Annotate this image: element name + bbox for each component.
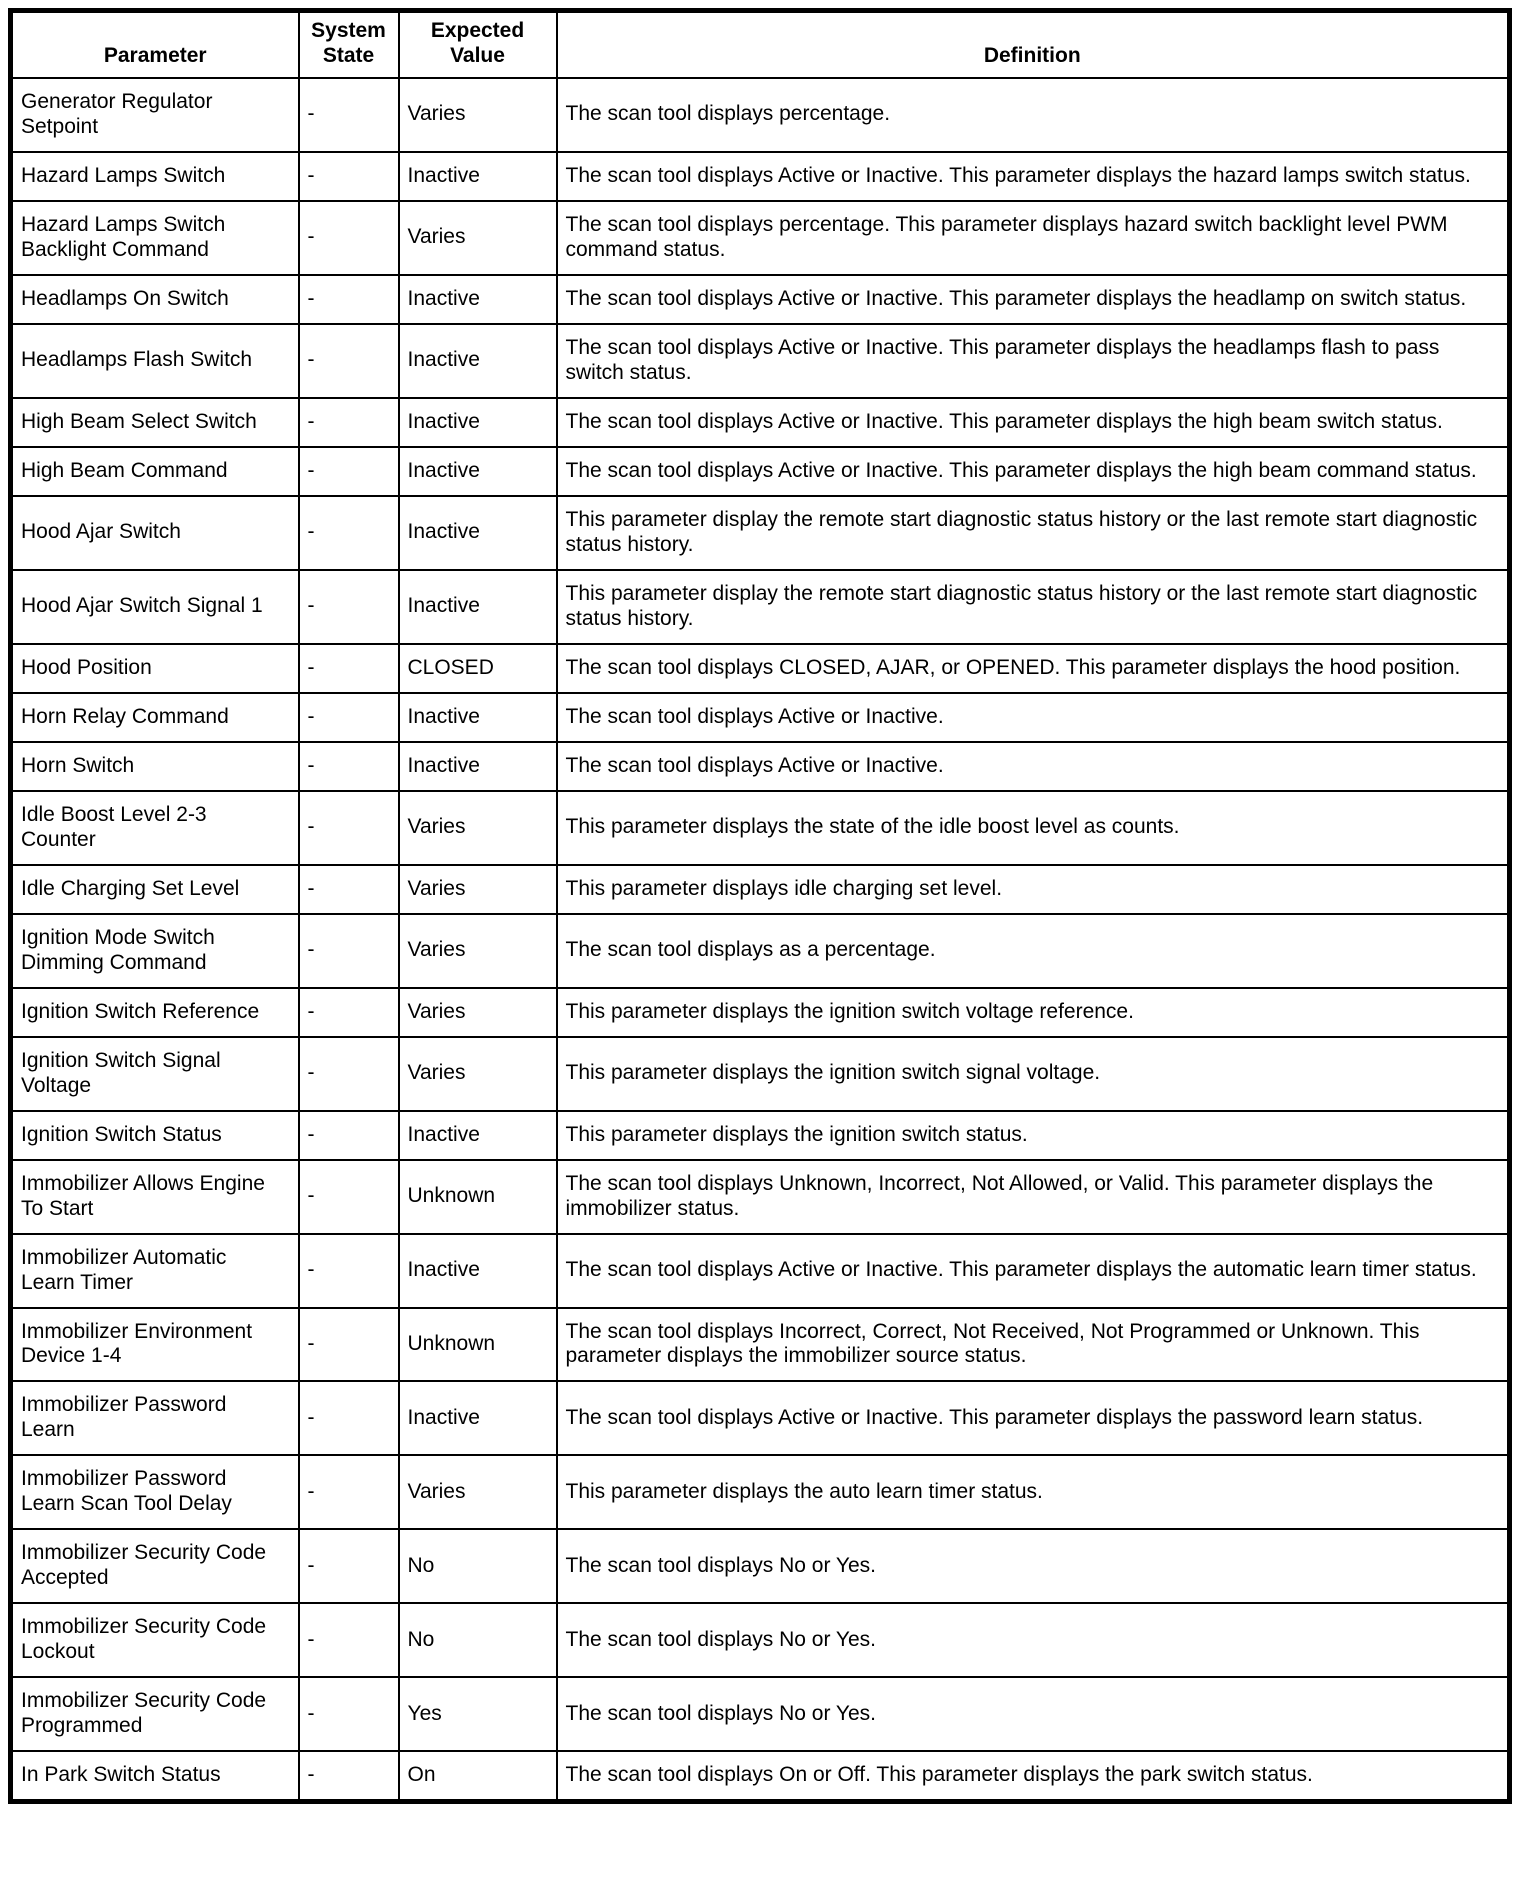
parameter-cell: Hood Ajar Switch — [11, 496, 299, 570]
expected-value-cell: Varies — [399, 1037, 557, 1111]
parameter-cell: Idle Boost Level 2-3 Counter — [11, 791, 299, 865]
parameter-cell: Immobilizer Security Code Programmed — [11, 1677, 299, 1751]
system-state-cell: - — [299, 988, 399, 1037]
system-state-cell: - — [299, 275, 399, 324]
table-header-row — [11, 11, 1510, 78]
table-row — [11, 1751, 1510, 1801]
system-state-cell: - — [299, 1111, 399, 1160]
definition-cell: The scan tool displays No or Yes. — [557, 1677, 1510, 1751]
parameter-cell: Hazard Lamps Switch Backlight Command — [11, 201, 299, 275]
system-state-cell: - — [299, 1234, 399, 1308]
expected-value-cell: Inactive — [399, 693, 557, 742]
parameter-cell: Immobilizer Security Code Accepted — [11, 1529, 299, 1603]
definition-cell: The scan tool displays Active or Inactive. — [557, 742, 1510, 791]
expected-value-cell: Yes — [399, 1677, 557, 1751]
system-state-cell: - — [299, 447, 399, 496]
table-row — [11, 914, 1510, 988]
definition-cell: The scan tool displays Active or Inactive. This parameter displays the automatic learn timer status. — [557, 1234, 1510, 1308]
expected-value-cell: Inactive — [399, 570, 557, 644]
parameter-cell: Immobilizer Security Code Lockout — [11, 1603, 299, 1677]
parameter-cell: In Park Switch Status — [11, 1751, 299, 1801]
expected-value-cell: No — [399, 1529, 557, 1603]
system-state-cell: - — [299, 152, 399, 201]
table-row — [11, 644, 1510, 693]
expected-value-cell: No — [399, 1603, 557, 1677]
table-row — [11, 152, 1510, 201]
table-row — [11, 398, 1510, 447]
expected-value-cell: Inactive — [399, 496, 557, 570]
table-row — [11, 324, 1510, 398]
parameter-cell: Generator Regulator Setpoint — [11, 78, 299, 152]
parameter-cell: Ignition Switch Reference — [11, 988, 299, 1037]
definition-cell: The scan tool displays No or Yes. — [557, 1529, 1510, 1603]
table-row — [11, 1160, 1510, 1234]
definition-cell: This parameter displays idle charging set level. — [557, 865, 1510, 914]
system-state-cell: - — [299, 78, 399, 152]
table-row — [11, 1455, 1510, 1529]
parameter-cell: Hood Ajar Switch Signal 1 — [11, 570, 299, 644]
system-state-cell: - — [299, 1037, 399, 1111]
table-row — [11, 742, 1510, 791]
definition-cell: This parameter displays the ignition switch status. — [557, 1111, 1510, 1160]
table-row — [11, 570, 1510, 644]
system-state-cell: - — [299, 1603, 399, 1677]
expected-value-cell: Varies — [399, 988, 557, 1037]
expected-value-cell: Varies — [399, 865, 557, 914]
system-state-cell: - — [299, 791, 399, 865]
table-row — [11, 988, 1510, 1037]
parameter-cell: Horn Relay Command — [11, 693, 299, 742]
table-row — [11, 201, 1510, 275]
system-state-cell: - — [299, 644, 399, 693]
definition-cell: The scan tool displays as a percentage. — [557, 914, 1510, 988]
parameter-cell: High Beam Command — [11, 447, 299, 496]
parameter-cell: Hazard Lamps Switch — [11, 152, 299, 201]
expected-value-cell: Inactive — [399, 152, 557, 201]
table-row — [11, 1308, 1510, 1382]
system-state-cell: - — [299, 742, 399, 791]
parameter-cell: Ignition Switch Signal Voltage — [11, 1037, 299, 1111]
expected-value-cell: Unknown — [399, 1160, 557, 1234]
system-state-cell: - — [299, 914, 399, 988]
header-cell-definition: Definition — [557, 11, 1510, 78]
definition-cell: This parameter displays the ignition switch voltage reference. — [557, 988, 1510, 1037]
system-state-cell: - — [299, 1751, 399, 1801]
parameter-cell: Ignition Switch Status — [11, 1111, 299, 1160]
expected-value-cell: Varies — [399, 914, 557, 988]
parameter-cell: Headlamps On Switch — [11, 275, 299, 324]
system-state-cell: - — [299, 1529, 399, 1603]
system-state-cell: - — [299, 1381, 399, 1455]
system-state-cell: - — [299, 324, 399, 398]
definition-cell: The scan tool displays percentage. — [557, 78, 1510, 152]
definition-cell: The scan tool displays Unknown, Incorrect, Not Allowed, or Valid. This parameter displays the immobilizer status. — [557, 1160, 1510, 1234]
parameter-cell: Immobilizer Automatic Learn Timer — [11, 1234, 299, 1308]
table-row — [11, 865, 1510, 914]
expected-value-cell: Inactive — [399, 324, 557, 398]
definition-cell: The scan tool displays Active or Inactive. This parameter displays the headlamp on switch status. — [557, 275, 1510, 324]
system-state-cell: - — [299, 693, 399, 742]
system-state-cell: - — [299, 1455, 399, 1529]
definition-cell: This parameter display the remote start diagnostic status history or the last remote start diagnostic status history. — [557, 570, 1510, 644]
table-row — [11, 1529, 1510, 1603]
expected-value-cell: Inactive — [399, 447, 557, 496]
table-row — [11, 791, 1510, 865]
parameter-cell: Hood Position — [11, 644, 299, 693]
table-row — [11, 693, 1510, 742]
expected-value-cell: Varies — [399, 791, 557, 865]
parameter-cell: High Beam Select Switch — [11, 398, 299, 447]
parameter-cell: Horn Switch — [11, 742, 299, 791]
definition-cell: The scan tool displays Active or Inactive. This parameter displays the headlamps flash to pass switch status. — [557, 324, 1510, 398]
table-row — [11, 1381, 1510, 1455]
expected-value-cell: Varies — [399, 1455, 557, 1529]
table-row — [11, 447, 1510, 496]
definition-cell: This parameter displays the ignition switch signal voltage. — [557, 1037, 1510, 1111]
definition-cell: The scan tool displays Active or Inactive. This parameter displays the high beam switch status. — [557, 398, 1510, 447]
expected-value-cell: Inactive — [399, 1381, 557, 1455]
definition-cell: The scan tool displays Active or Inactive. — [557, 693, 1510, 742]
expected-value-cell: Inactive — [399, 398, 557, 447]
parameters-table — [8, 8, 1512, 1804]
table-row — [11, 1111, 1510, 1160]
expected-value-cell: CLOSED — [399, 644, 557, 693]
expected-value-cell: On — [399, 1751, 557, 1801]
table-row — [11, 496, 1510, 570]
definition-cell: The scan tool displays Active or Inactive. This parameter displays the password learn status. — [557, 1381, 1510, 1455]
table-row — [11, 1603, 1510, 1677]
system-state-cell: - — [299, 865, 399, 914]
expected-value-cell: Inactive — [399, 275, 557, 324]
definition-cell: The scan tool displays percentage. This parameter displays hazard switch backlight level PWM command status. — [557, 201, 1510, 275]
expected-value-cell: Inactive — [399, 1234, 557, 1308]
system-state-cell: - — [299, 201, 399, 275]
parameter-cell: Immobilizer Allows Engine To Start — [11, 1160, 299, 1234]
expected-value-cell: Inactive — [399, 1111, 557, 1160]
expected-value-cell: Inactive — [399, 742, 557, 791]
system-state-cell: - — [299, 570, 399, 644]
parameter-cell: Ignition Mode Switch Dimming Command — [11, 914, 299, 988]
header-cell-parameter: Parameter — [11, 11, 299, 78]
system-state-cell: - — [299, 1677, 399, 1751]
definition-cell: This parameter display the remote start diagnostic status history or the last remote start diagnostic status history. — [557, 496, 1510, 570]
definition-cell: This parameter displays the auto learn timer status. — [557, 1455, 1510, 1529]
parameter-cell: Headlamps Flash Switch — [11, 324, 299, 398]
expected-value-cell: Varies — [399, 201, 557, 275]
parameter-cell: Immobilizer Password Learn — [11, 1381, 299, 1455]
expected-value-cell: Unknown — [399, 1308, 557, 1382]
header-cell-expected-value: Expected Value — [399, 11, 557, 78]
table-row — [11, 1037, 1510, 1111]
definition-cell: The scan tool displays Active or Inactive. This parameter displays the high beam command status. — [557, 447, 1510, 496]
system-state-cell: - — [299, 398, 399, 447]
expected-value-cell: Varies — [399, 78, 557, 152]
table-row — [11, 1234, 1510, 1308]
definition-cell: The scan tool displays Active or Inactive. This parameter displays the hazard lamps switch status. — [557, 152, 1510, 201]
system-state-cell: - — [299, 1160, 399, 1234]
table-row — [11, 1677, 1510, 1751]
definition-cell: The scan tool displays Incorrect, Correct, Not Received, Not Programmed or Unknown. This parameter displays the immobilizer source status. — [557, 1308, 1510, 1382]
system-state-cell: - — [299, 496, 399, 570]
system-state-cell: - — [299, 1308, 399, 1382]
definition-cell: This parameter displays the state of the idle boost level as counts. — [557, 791, 1510, 865]
table-row — [11, 78, 1510, 152]
parameter-cell: Immobilizer Password Learn Scan Tool Delay — [11, 1455, 299, 1529]
definition-cell: The scan tool displays CLOSED, AJAR, or OPENED. This parameter displays the hood position. — [557, 644, 1510, 693]
table-row — [11, 275, 1510, 324]
definition-cell: The scan tool displays No or Yes. — [557, 1603, 1510, 1677]
parameter-cell: Immobilizer Environment Device 1-4 — [11, 1308, 299, 1382]
table-body — [11, 78, 1510, 1802]
parameter-cell: Idle Charging Set Level — [11, 865, 299, 914]
definition-cell: The scan tool displays On or Off. This parameter displays the park switch status. — [557, 1751, 1510, 1801]
header-cell-system-state: System State — [299, 11, 399, 78]
